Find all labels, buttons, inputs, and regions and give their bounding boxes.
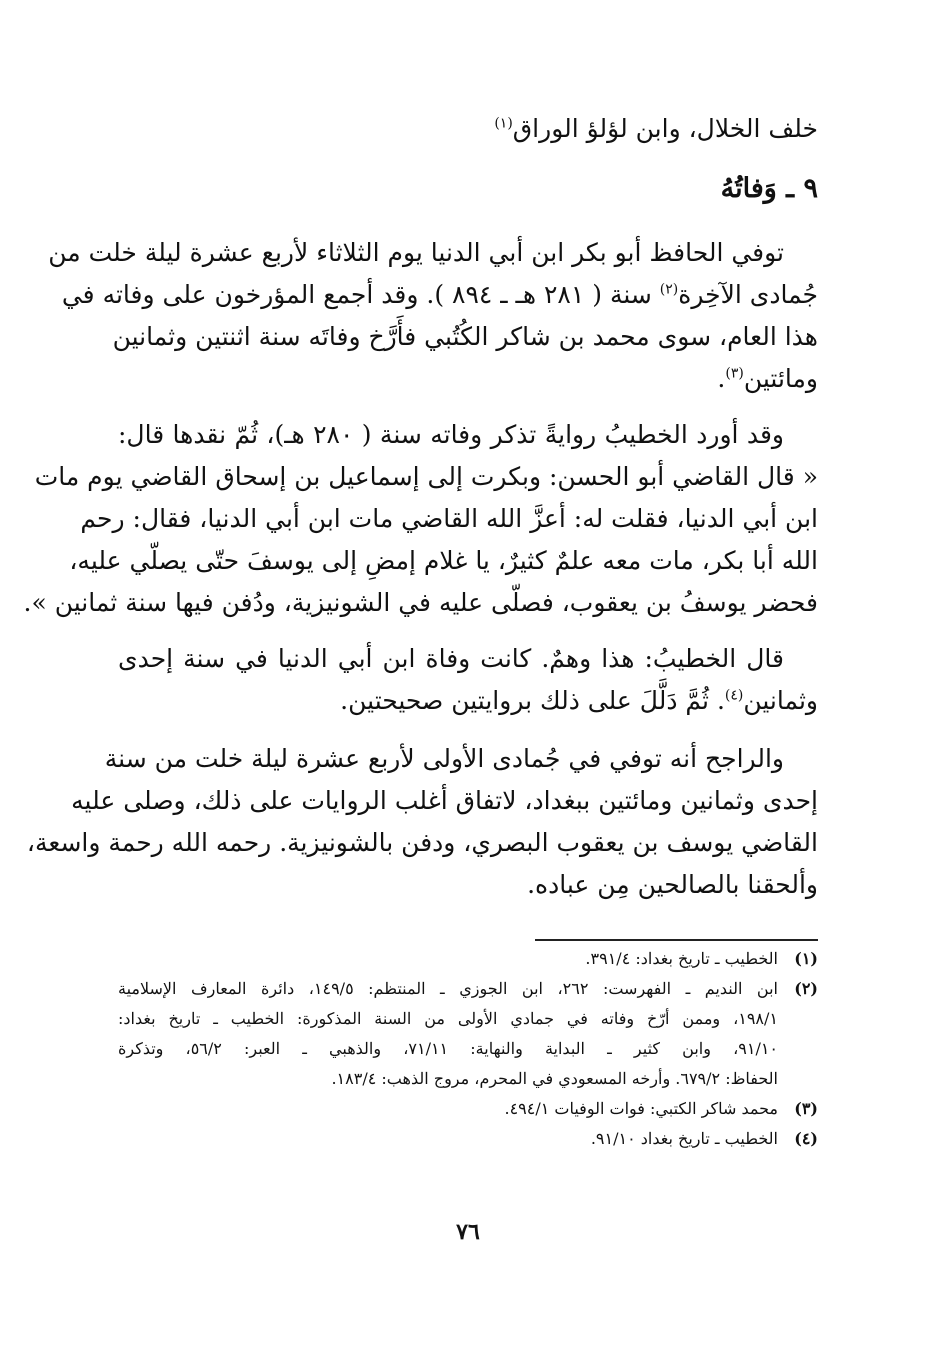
footnote-item: [118, 1094, 818, 1124]
footnote-number: (٣): [794, 1099, 818, 1118]
text-span: . ثُمَّ دَلَّلَ على ذلك بروايتين صحيحتين.: [340, 686, 725, 715]
text-line: توفي الحافظ أبو بكر ابن أبي الدنيا يوم الثلاثاء لأربع عشرة ليلة خلت من: [48, 238, 784, 267]
paragraph-khatib-critique: [118, 638, 818, 722]
text-line: وقد أورد الخطيبُ روايةً تذكر وفاته سنة ( ٢٨٠ هـ)، ثُمّ نقدها قال:: [118, 420, 784, 449]
text-line: قال الخطيبُ: هذا وهمٌ. كانت وفاة ابن أبي الدنيا في سنة إحدى: [118, 644, 784, 673]
text-line: القاضي يوسف بن يعقوب البصري، ودفن بالشونيزية. رحمه الله رحمة واسعة،: [26, 828, 818, 857]
footnote-text: محمد شاكر الكتبي: فوات الوفيات ٤٩٤/١.: [504, 1099, 778, 1118]
text-span: سنة ( ٢٨١ هـ ـ ٨٩٤ ). وقد أجمع المؤرخون على وفاته في: [61, 280, 660, 309]
text-span: ومائتين: [743, 364, 818, 393]
text-line: [118, 358, 818, 400]
footnote-line: ابن النديم ـ الفهرست: ٢٦٢، ابن الجوزي ـ المنتظم: ١٤٩/٥، دائرة المعارف الإسلامية: [118, 979, 778, 998]
text-line: [61, 274, 818, 316]
footnote-text: الخطيب ـ تاريخ بغداد: ٣٩١/٤.: [585, 949, 778, 968]
text-line: ابن أبي الدنيا، فقلت له: أعزَّ الله القاضي مات ابن أبي الدنيا، فقال: رحم: [80, 504, 818, 533]
footnote-number: (١): [794, 949, 818, 968]
text-span: وثمانين: [743, 686, 818, 715]
footnote-item: [118, 944, 818, 974]
footnote-ref: (٢): [659, 281, 679, 298]
text-line: [118, 680, 818, 722]
paragraph-death-date: [48, 232, 818, 400]
paragraph-khatib-narration: [23, 414, 818, 624]
continuation-paragraph: [118, 108, 818, 150]
footnote-text: الخطيب ـ تاريخ بغداد ٩١/١٠.: [590, 1129, 778, 1148]
footnote-ref: (١): [494, 115, 513, 132]
text-span: .: [717, 364, 726, 393]
text-line: « قال القاضي أبو الحسن: وبكرت إلى إسماعيل بن إسحاق القاضي يوم مات: [34, 462, 818, 491]
footnote-number: (٢): [794, 979, 818, 998]
footnote-separator: [535, 939, 818, 941]
footnote-number: (٤): [794, 1129, 818, 1148]
paragraph-conclusion: [26, 738, 818, 906]
page-number: ٧٦: [456, 1219, 480, 1245]
text-line: [118, 108, 818, 150]
footnote-line: ١٩٨/١، وممن أرّخ وفاته في جمادي الأولى من السنة المذكورة: الخطيب ـ تاريخ بغداد:: [118, 1009, 778, 1028]
text-span: جُمادى الآخِرة: [678, 280, 818, 309]
text-span: خلف الخلال، وابن لؤلؤ الوراق: [512, 114, 818, 143]
footnote-ref: (٤): [724, 687, 744, 704]
text-line: فحضر يوسفُ بن يعقوب، فصلّى عليه في الشونيزية، ودُفن فيها سنة ثمانين ».: [23, 588, 818, 617]
text-line: إحدى وثمانين ومائتين ببغداد، لاتفاق أغلب الروايات على ذلك، وصلى عليه: [71, 786, 818, 815]
footnote-text: [118, 974, 778, 1094]
section-heading: ٩ ـ وَفاتُهُ: [720, 173, 818, 204]
text-line: هذا العام، سوى محمد بن شاكر الكُتُبي فأَرَّخ وفاتَه سنة اثنتين وثمانين: [112, 322, 818, 351]
footnote-ref: (٣): [725, 365, 744, 382]
footnote-line: الحفاظ: ٦٧٩/٢. وأرخه المسعودي في المحرم، مروج الذهب: ١٨٣/٤.: [331, 1069, 778, 1088]
text-line: الله أبا بكر، مات معه علمٌ كثيرٌ، يا غلام إمضِ إلى يوسفَ حتّى يصلّي عليه،: [69, 546, 818, 575]
footnote-item: [118, 974, 818, 1094]
footnote-item: [118, 1124, 818, 1154]
text-line: وألحقنا بالصالحين مِن عباده.: [527, 870, 818, 899]
footnotes: [118, 944, 818, 1154]
text-line: والراجح أنه توفي في جُمادى الأولى لأربع عشرة ليلة خلت من سنة: [104, 744, 784, 773]
footnote-line: ٩١/١٠، وابن كثير ـ البداية والنهاية: ٧١/١١، والذهبي ـ العبر: ٥٦/٢، وتذكرة: [118, 1039, 779, 1058]
